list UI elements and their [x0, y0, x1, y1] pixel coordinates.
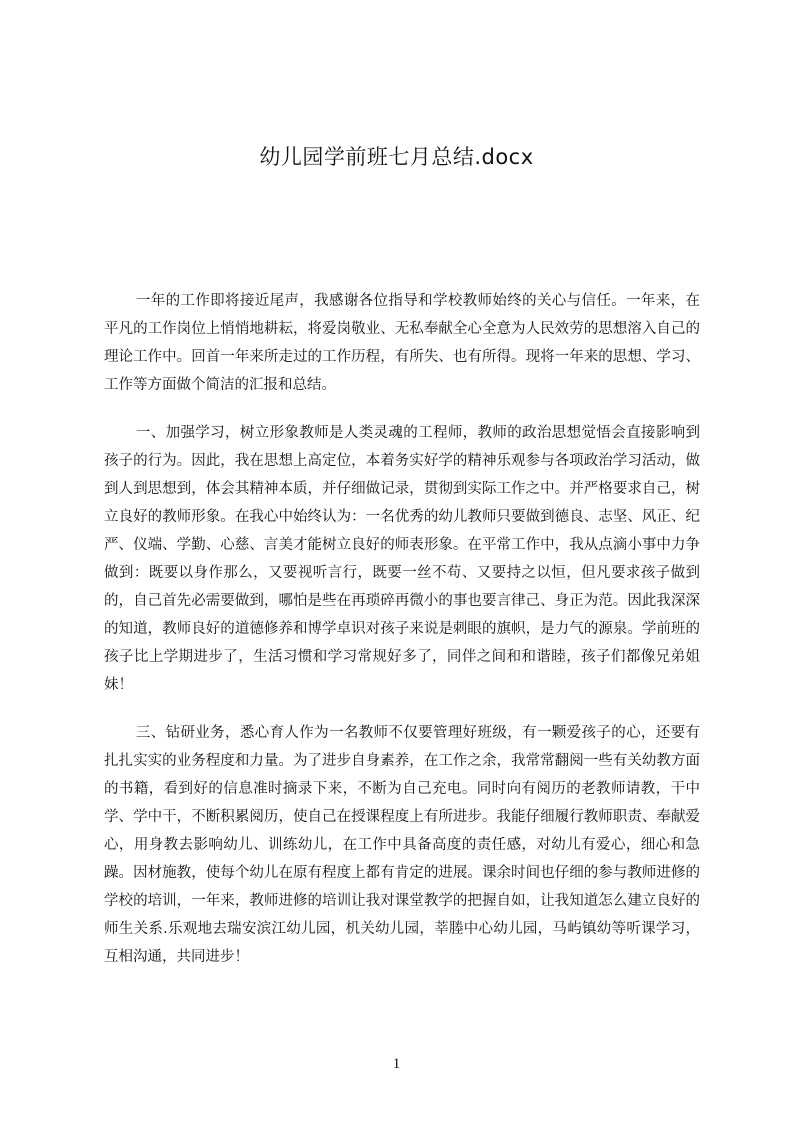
paragraph-study: 一、加强学习，树立形象教师是人类灵魂的工程师，教师的政治思想觉悟会直接影响到孩子的行为。因此，我在思想上高定位，本着务实好学的精神乐观参与各项政治学习活动，做到人到思想到，体会其精神本质，并仔细做记录，贯彻到实际工作之中。并严格要求自己，树立良好的教师形象。在我心中始终认为：一名优秀的幼儿教师只要做到德良、志坚、风正、纪严、仪端、学勤、心慈、言美才能树立良好的师表形象。在平常工作中，我从点滴小事中力争做到：既要以身作那么，又要视听言行，既要一丝不苟、又要持之以恒，但凡要求孩子做到的，自己首先必需要做到，哪怕是些在再琐碎再微小的事也要言律己、身正为范。因此我深深的知道，教师良好的道德修养和博学卓识对孩子来说是刺眼的旗帜，是力气的源泉。学前班的孩子比上学期进步了，生活习惯和学习常规好多了，同伴之间和和谐睦，孩子们都像兄弟姐妹！ [104, 425, 700, 693]
document-title: 幼儿园学前班七月总结.docx [259, 145, 534, 169]
document-body [104, 287, 700, 991]
paragraph-research: 三、钻研业务，悉心育人作为一名教师不仅要管理好班级，有一颗爱孩子的心，还要有扎扎实实的业务程度和力量。为了进步自身素养，在工作之余，我常常翻阅一些有关幼教方面的书籍，看到好的信息准时摘录下来，不断为自己充电。同时向有阅历的老教师请教，干中学、学中干，不断积累阅历，使自己在授课程度上有所进步。我能仔细履行教师职责、奉献爱心，用身教去影响幼儿、训练幼儿，在工作中具备高度的责任感，对幼儿有爱心，细心和急躁。因材施教，使每个幼儿在原有程度上都有肯定的进展。课余时间也仔细的参与教师进修的学校的培训，一年来，教师进修的培训让我对课堂教学的把握自如，让我知道怎么建立良好的师生关系.乐观地去瑞安滨江幼儿园，机关幼儿园，莘塍中心幼儿园，马屿镇幼等听课学习，互相沟通，共同进步！ [104, 725, 700, 965]
paragraph-intro: 一年的工作即将接近尾声，我感谢各位指导和学校教师始终的关心与信任。一年来，在平凡的工作岗位上悄悄地耕耘，将爱岗敬业、无私奉献全心全意为人民效劳的思想溶入自己的理论工作中。回首一年来所走过的工作历程，有所失、也有所得。现将一年来的思想、学习、工作等方面做个简洁的汇报和总结。 [104, 293, 700, 393]
page-number: 1 [392, 1056, 401, 1072]
